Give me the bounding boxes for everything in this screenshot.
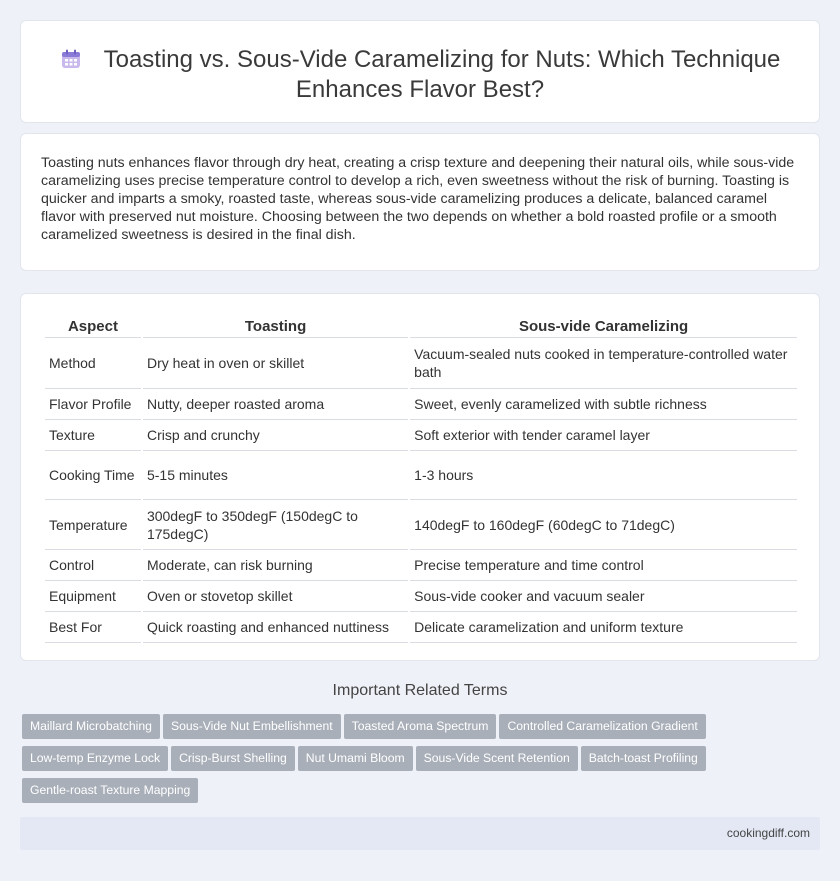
row-aspect: Cooking Time [45,451,141,500]
row-sous-vide: Sous-vide cooker and vacuum sealer [410,581,797,612]
row-sous-vide: Soft exterior with tender caramel layer [410,420,797,451]
intro-card [20,133,820,271]
table-row [45,338,797,389]
related-tag[interactable]: Crisp-Burst Shelling [171,746,295,771]
row-aspect: Method [45,338,141,389]
comparison-table [43,310,799,643]
row-sous-vide: Precise temperature and time control [410,550,797,581]
footer-site-link[interactable]: cookingdiff.com [726,826,810,840]
header-aspect: Aspect [45,310,141,338]
row-toasting: Oven or stovetop skillet [143,581,408,612]
row-aspect: Temperature [45,500,141,550]
row-sous-vide: 1-3 hours [410,451,797,500]
related-tag[interactable]: Sous-Vide Scent Retention [416,746,578,771]
row-sous-vide: 140degF to 160degF (60degC to 71degC) [410,500,797,550]
page-title-wrap [21,45,819,105]
related-terms-title: Important Related Terms [332,682,508,699]
footer [20,817,820,850]
row-toasting: Quick roasting and enhanced nuttiness [143,612,408,643]
comparison-card [20,293,820,661]
related-tag[interactable]: Nut Umami Bloom [298,746,413,771]
row-toasting: 5-15 minutes [143,451,408,500]
row-aspect: Texture [45,420,141,451]
row-toasting: 300degF to 350degF (150degC to 175degC) [143,500,408,550]
table-row [45,420,797,451]
table-header-row [45,310,797,338]
table-row [45,550,797,581]
title-card [20,20,820,123]
related-tag[interactable]: Toasted Aroma Spectrum [344,714,497,739]
intro-paragraph: Toasting nuts enhances flavor through dry heat, creating a crisp texture and deepening their natural oils, while sous-vide caramelizing uses precise temperature control to develop a rich, even sweetness without the risk of burning. Toasting is quicker and imparts a smoky, roasted taste, whereas sous-vide caramelizing produces a delicate, balanced caramel flavor with preserved nut moisture. Choosing between the two depends on whether a bold roasted profile or a smooth caramelized sweetness is desired in the final dish. [41,155,795,243]
row-aspect: Flavor Profile [45,389,141,420]
related-tag[interactable]: Low-temp Enzyme Lock [22,746,168,771]
table-row [45,500,797,550]
row-toasting: Moderate, can risk burning [143,550,408,581]
calendar-icon [60,48,82,70]
header-sous-vide: Sous-vide Caramelizing [410,310,797,338]
row-sous-vide: Delicate caramelization and uniform texture [410,612,797,643]
related-tag[interactable]: Maillard Microbatching [22,714,160,739]
table-row [45,451,797,500]
row-aspect: Best For [45,612,141,643]
row-toasting: Dry heat in oven or skillet [143,338,408,389]
page-title: Toasting vs. Sous-Vide Caramelizing for Nuts: Which Technique Enhances Flavor Best? [103,46,781,103]
related-terms-list [22,714,822,810]
row-sous-vide: Vacuum-sealed nuts cooked in temperature-controlled water bath [410,338,797,389]
related-tag[interactable]: Batch-toast Profiling [581,746,706,771]
header-toasting: Toasting [143,310,408,338]
row-toasting: Crisp and crunchy [143,420,408,451]
table-row [45,581,797,612]
table-row [45,612,797,643]
row-toasting: Nutty, deeper roasted aroma [143,389,408,420]
row-aspect: Control [45,550,141,581]
row-sous-vide: Sweet, evenly caramelized with subtle richness [410,389,797,420]
related-tag[interactable]: Gentle-roast Texture Mapping [22,778,198,803]
related-tag[interactable]: Controlled Caramelization Gradient [499,714,705,739]
table-row [45,389,797,420]
related-tag[interactable]: Sous-Vide Nut Embellishment [163,714,341,739]
row-aspect: Equipment [45,581,141,612]
